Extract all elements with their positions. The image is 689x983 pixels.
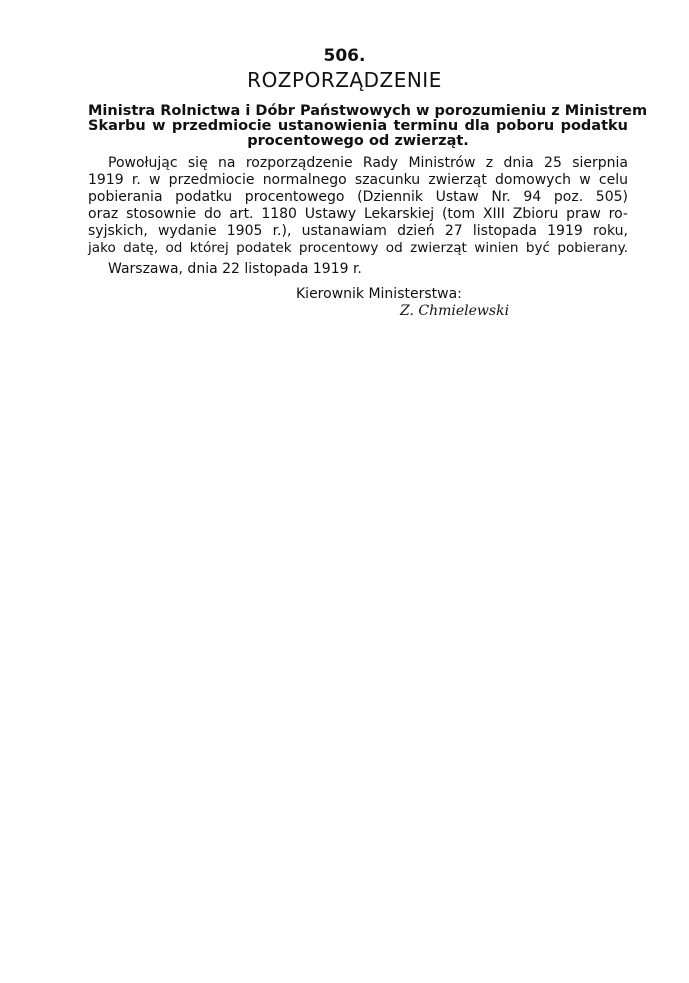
subtitle-line: procentowego od zwierząt. (247, 133, 469, 149)
body-line: 1919 r. w przedmiocie normalnego szacunku zwierząt domowych w celu (88, 172, 628, 188)
body-line: pobierania podatku procentowego (Dziennik Ustaw Nr. 94 poz. 505) (88, 189, 628, 205)
place-date: Warszawa, dnia 22 listopada 1919 r. (108, 261, 362, 277)
body-line: oraz stosownie do art. 1180 Ustawy Lekarskiej (tom XIII Zbioru praw ro- (88, 206, 628, 222)
body-line: Powołując się na rozporządzenie Rady Ministrów z dnia 25 sierpnia (108, 155, 628, 171)
subtitle-line: Ministra Rolnictwa i Dóbr Państwowych w porozumieniu z Ministrem (88, 103, 648, 119)
body-line: jako datę, od której podatek procentowy od zwierząt winien być pobierany. (88, 240, 628, 256)
body-line: syjskich, wydanie 1905 r.), ustanawiam dzień 27 listopada 1919 roku, (88, 223, 628, 239)
document-title: ROZPORZĄDZENIE (247, 68, 442, 92)
act-number: 506. (323, 46, 366, 66)
signatory-name: Z. Chmielewski (400, 303, 510, 319)
signatory-title: Kierownik Ministerstwa: (296, 286, 462, 302)
subtitle-line: Skarbu w przedmiocie ustanowienia terminu dla poboru podatku (88, 118, 628, 134)
